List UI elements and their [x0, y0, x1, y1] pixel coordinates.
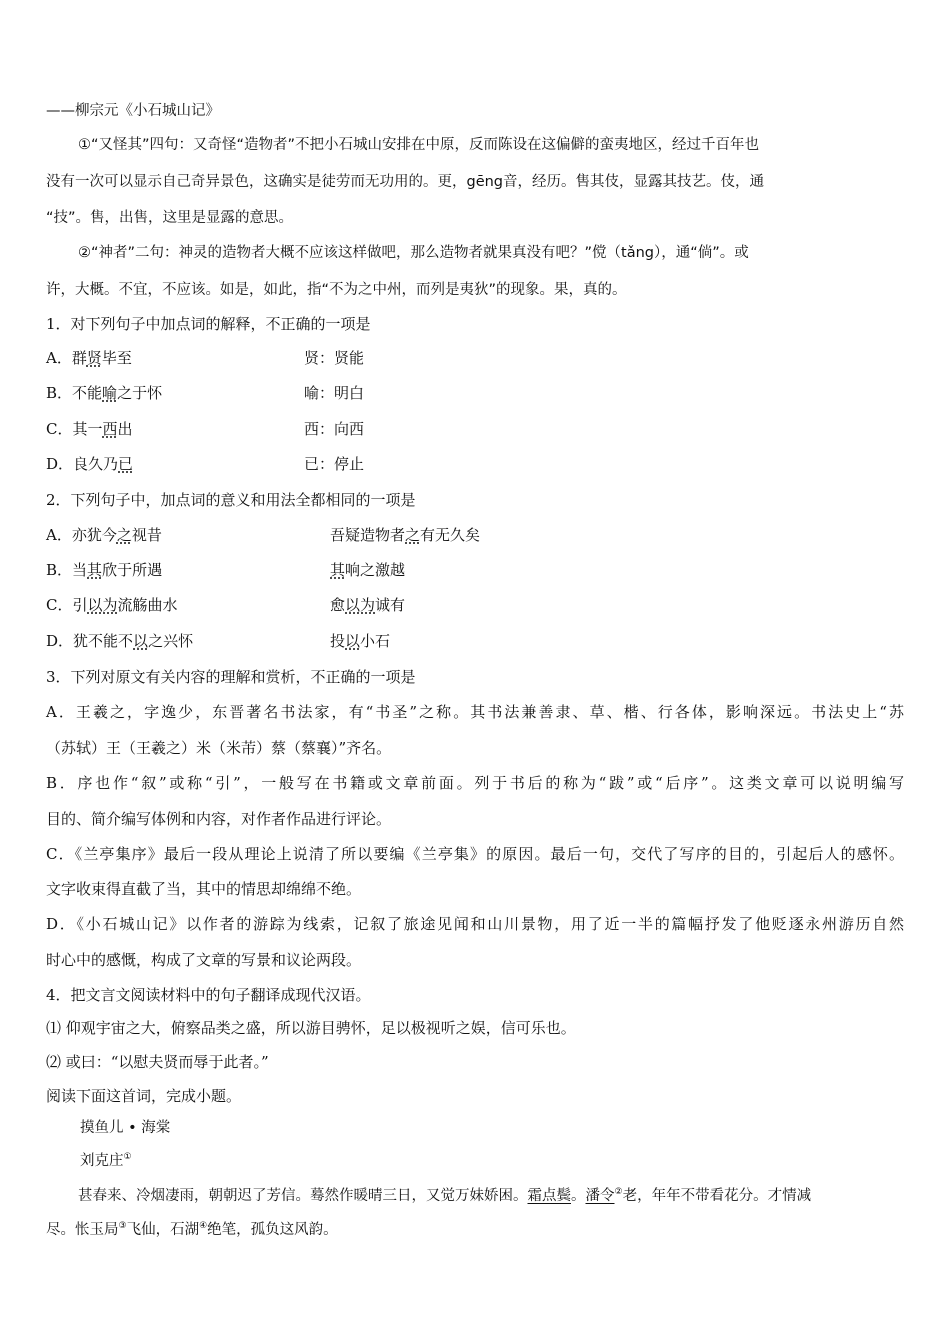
option-pair: 其响之激越 [330, 561, 406, 579]
note-1-line-1: ①“又怪其”四句：又奇怪“造物者”不把小石城山安排在中原，反而陈设在这偏僻的蛮夷地区，经过千百年也 [78, 137, 760, 153]
option-text: 欣于所遇 [102, 561, 163, 579]
option-gloss: 西：向西 [304, 420, 365, 438]
option-text: 当 [72, 561, 88, 579]
dotted-word: 喻 [102, 384, 118, 402]
q3-option-b-line-2: 目的、简介编写体例和内容，对作者作品进行评论。 [46, 810, 392, 828]
option-gloss: 喻：明白 [304, 384, 365, 402]
option-text: 之于怀 [117, 384, 163, 402]
poem-line-2: 尽。怅玉局③飞仙，石湖④绝笔，孤负这风韵。 [46, 1221, 338, 1238]
note-2-line-1: ②“神者”二句：神灵的造物者大概不应该这样做吧，那么造物者就果真没有吧？”傥（tǎng），通“倘”。或 [78, 245, 749, 261]
q2-option-d [46, 631, 391, 651]
option-text: 毕至 [101, 349, 132, 367]
q3-option-a-line-2: （苏轼）王（王羲之）米（米芾）蔡（蔡襄）”齐名。 [46, 739, 392, 757]
option-label: C． [46, 596, 73, 614]
q3-option-c-line-1: C．《兰亭集序》最后一段从理论上说清了所以要编《兰亭集》的原因。最后一句，交代了写序的目的，引起后人的感怀。 [46, 845, 904, 863]
footnote-mark: ③ [118, 1221, 127, 1231]
option-text: 良久乃 [73, 455, 119, 473]
poem-line-1: 甚春来、冷烟凄雨，朝朝迟了芳信。蓦然作暖晴三日，又觉万妹娇困。霜点鬓。潘令②老，年年不带看花分。才情减 [78, 1187, 812, 1204]
option-text: 之兴怀 [148, 632, 194, 650]
dotted-word: 西 [102, 420, 118, 438]
option-text: 视昔 [131, 526, 162, 544]
note-1-line-3: “技”。售，出售，这里是显露的意思。 [46, 210, 294, 226]
note-2-line-2: 许，大概。不宜，不应该。如是，如此，指“不为之中州，而列是夷狄”的现象。果，真的。 [46, 282, 627, 298]
q3-stem: 3．下列对原文有关内容的理解和赏析，不正确的一项是 [46, 668, 416, 686]
note-1-line-2: 没有一次可以显示自己奇异景色，这确实是徒劳而无功用的。更，gēng音，经历。售其伎，显露其技艺。伎，通 [46, 174, 765, 190]
dotted-word: 以为 [87, 596, 118, 614]
option-text: 不能 [72, 384, 103, 402]
q3-option-d-line-2: 时心中的感慨，构成了文章的写景和议论两段。 [46, 951, 362, 969]
q1-option-b [46, 383, 365, 403]
option-pair: 吾疑造物者之有无久矣 [330, 526, 481, 544]
q1-stem: 1．对下列句子中加点词的解释，不正确的一项是 [46, 315, 371, 333]
q2-option-a [46, 525, 481, 545]
poem-author [80, 1151, 132, 1171]
q1-option-d [46, 454, 365, 474]
underlined-phrase: 潘令 [585, 1188, 615, 1204]
option-label: A． [46, 526, 72, 544]
option-text: 犹不能不 [73, 632, 134, 650]
q3-option-a-line-1: A．王羲之，字逸少，东晋著名书法家，有“书圣”之称。其书法兼善隶、草、楷、行各体，影响深远。书法史上“苏 [46, 703, 904, 721]
option-label: D． [46, 455, 74, 473]
dotted-word: 其 [87, 561, 103, 579]
q2-stem: 2．下列句子中，加点词的意义和用法全都相同的一项是 [46, 491, 416, 509]
footnote-mark: ④ [199, 1221, 208, 1231]
poem-title: 摸鱼儿 • 海棠 [80, 1120, 171, 1136]
dotted-word: 贤 [86, 349, 102, 367]
author-name: 刘克庄 [80, 1153, 124, 1169]
option-pair: 愈以为诚有 [330, 596, 406, 614]
underlined-phrase: 霜点鬓 [527, 1188, 571, 1204]
q3-option-b-line-1: B．序也作“叙”或称“引”，一般写在书籍或文章前面。列于书后的称为“跋”或“后序”。这类文章可以说明编写 [46, 774, 904, 792]
option-label: A． [46, 349, 72, 367]
option-text: 其一 [72, 420, 103, 438]
q2-option-b [46, 560, 406, 580]
option-label: C． [46, 420, 73, 438]
q4-item-1: ⑴ 仰观宇宙之大，俯察品类之盛，所以游目骋怀，足以极视听之娱，信可乐也。 [46, 1019, 576, 1037]
option-pair: 投以小石 [330, 632, 391, 650]
option-gloss: 已：停止 [304, 455, 365, 473]
footnote-mark: ② [614, 1187, 623, 1197]
option-text: 亦犹今 [71, 526, 117, 544]
q1-option-c [46, 419, 365, 439]
option-text: 流觞曲水 [117, 596, 178, 614]
dotted-word: 之 [116, 526, 132, 544]
option-text: 出 [117, 420, 133, 438]
footnote-mark: ① [123, 1152, 132, 1162]
option-label: B． [46, 384, 73, 402]
q4-item-2: ⑵ 或曰：“以慰夫贤而辱于此者。” [46, 1053, 269, 1071]
option-gloss: 贤：贤能 [304, 349, 365, 367]
poem-intro: 阅读下面这首词，完成小题。 [46, 1087, 242, 1105]
source-line: ——柳宗元《小石城山记》 [46, 103, 220, 119]
option-text: 引 [72, 596, 88, 614]
option-text: 群 [71, 349, 87, 367]
dotted-word: 已 [118, 455, 134, 473]
dotted-word: 以 [133, 632, 149, 650]
q3-option-c-line-2: 文字收束得直截了当，其中的情思却绵绵不绝。 [46, 880, 362, 898]
option-label: B． [46, 561, 73, 579]
option-label: D． [46, 632, 74, 650]
q3-option-d-line-1: D．《小石城山记》以作者的游踪为线索，记叙了旅途见闻和山川景物，用了近一半的篇幅抒发了他贬逐永州游历自然 [46, 915, 904, 933]
q4-stem: 4．把文言文阅读材料中的句子翻译成现代汉语。 [46, 986, 371, 1004]
q2-option-c [46, 595, 406, 615]
q1-option-a [46, 348, 365, 368]
